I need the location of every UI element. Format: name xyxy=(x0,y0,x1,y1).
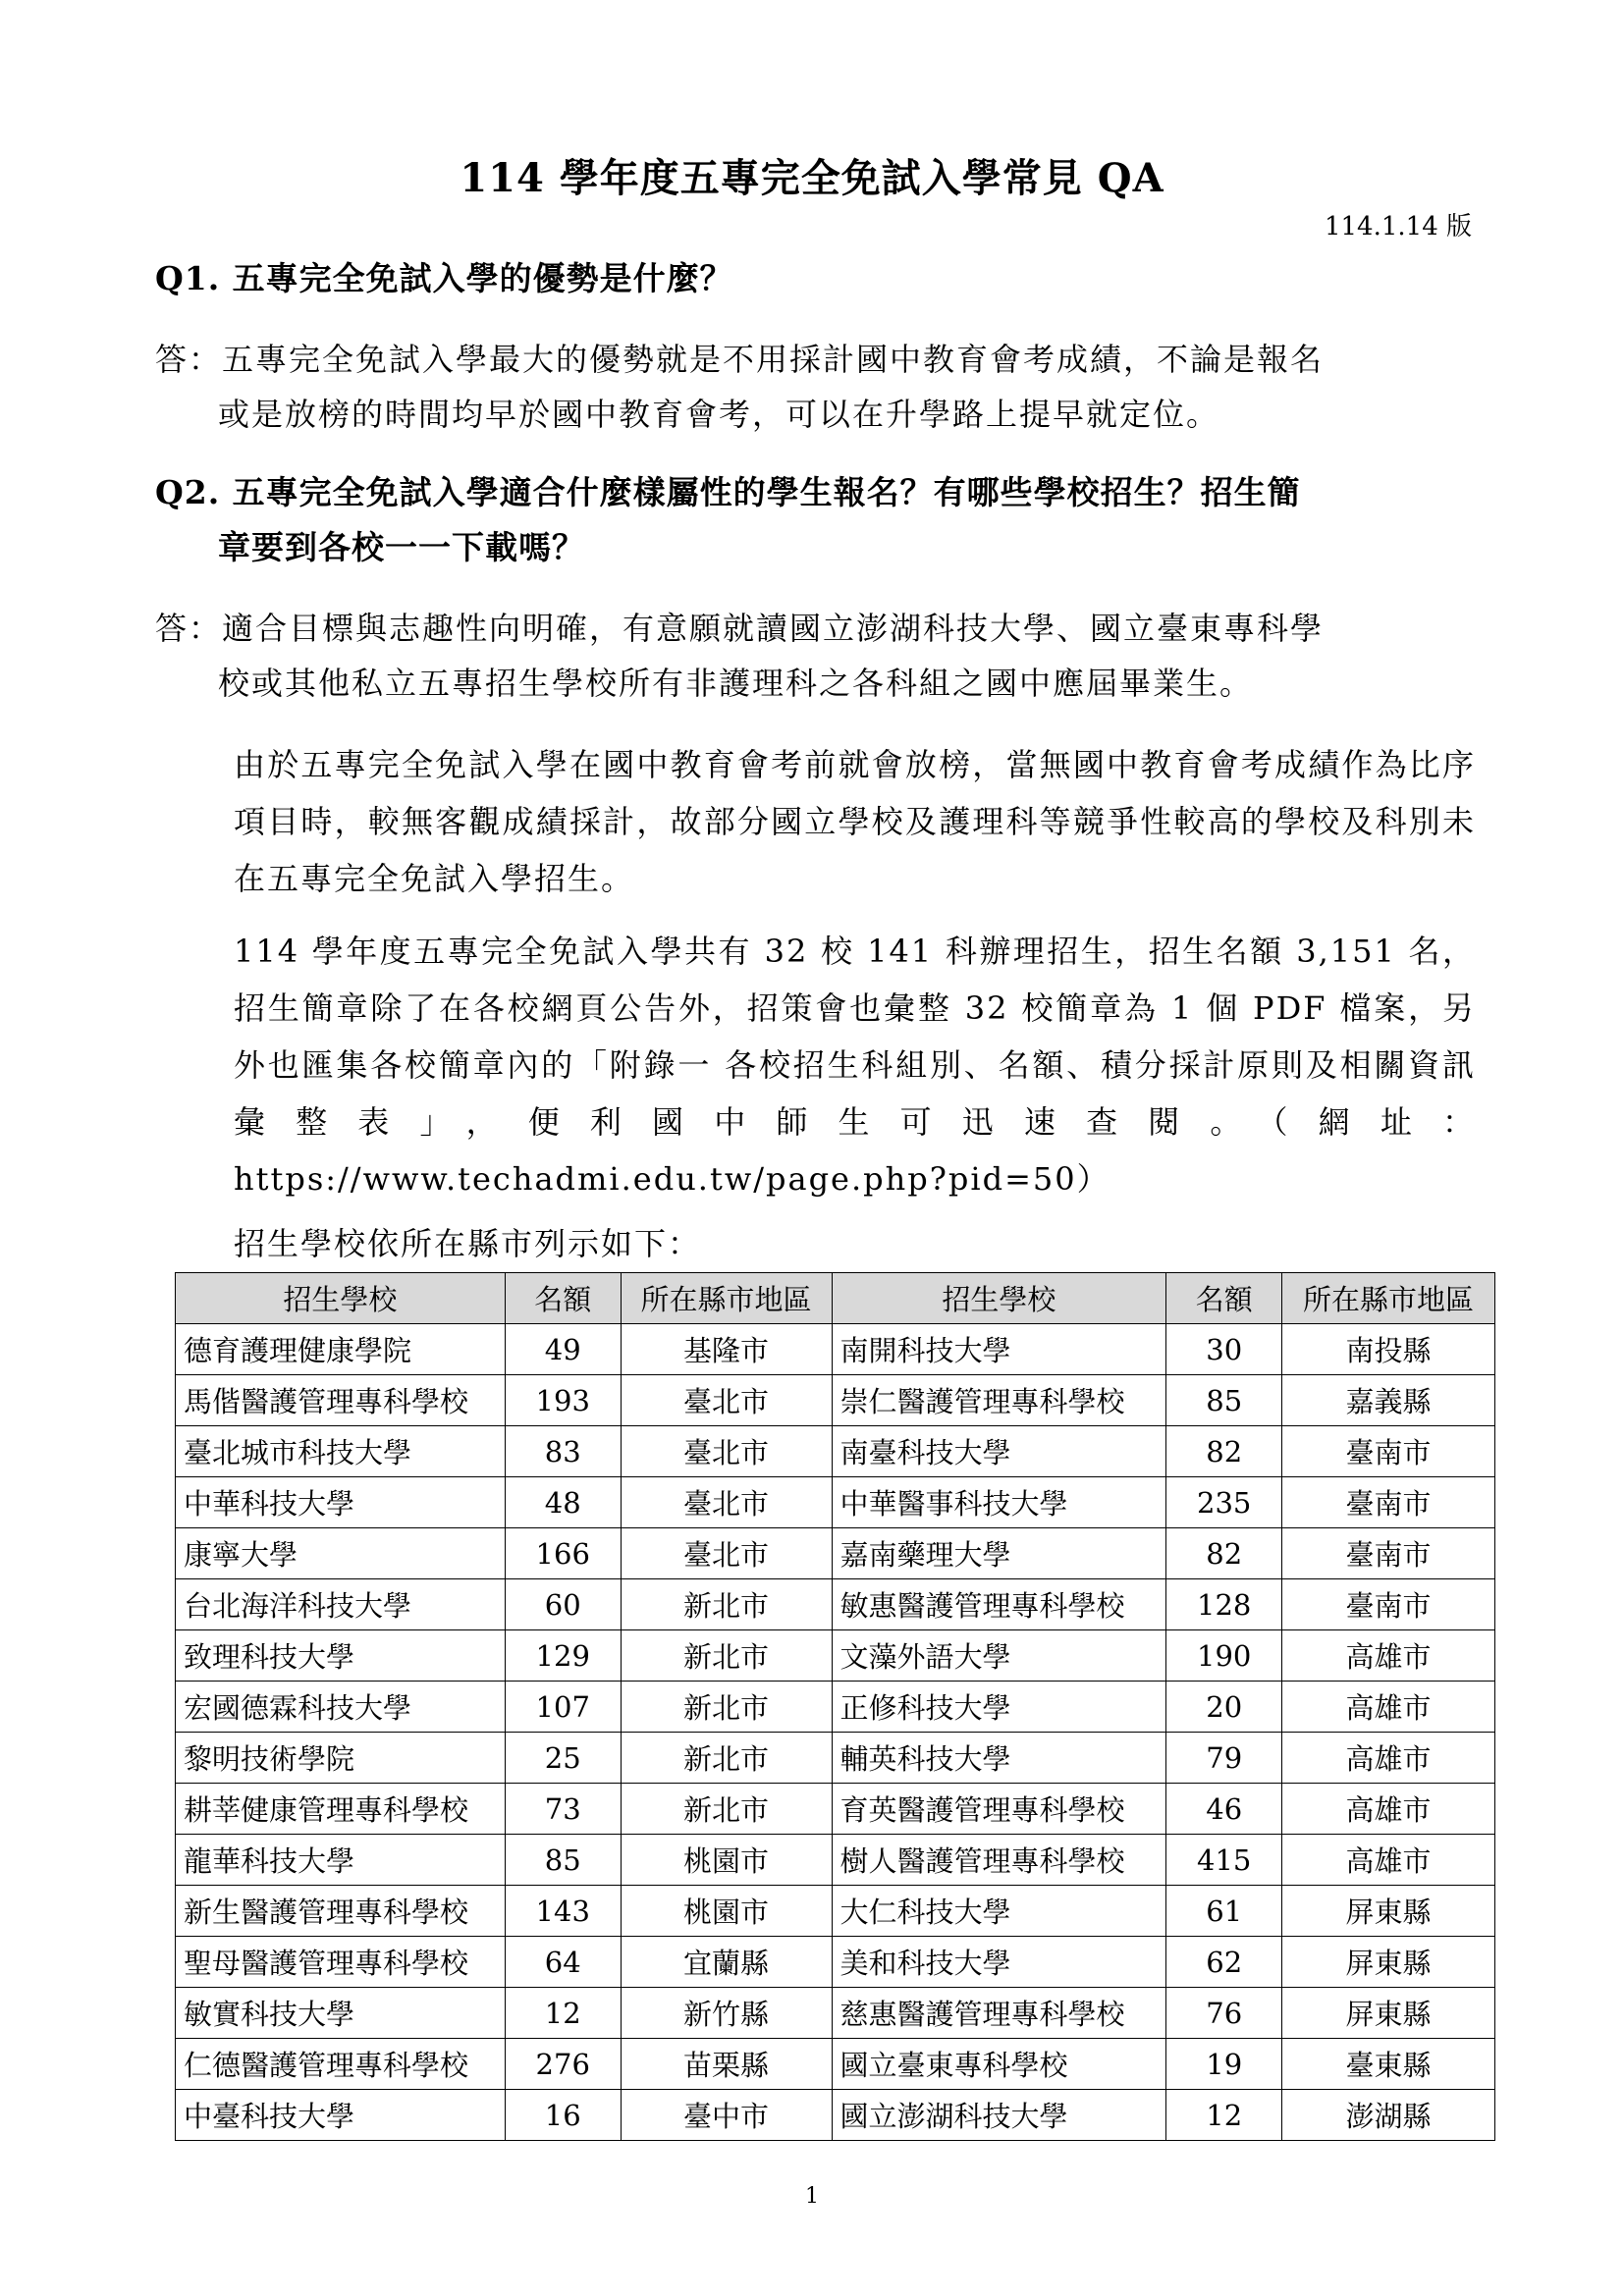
quota-cell: 85 xyxy=(505,1835,621,1886)
table-row xyxy=(176,2039,1495,2090)
school-cell: 仁德醫護管理專科學校 xyxy=(176,2039,506,2090)
quota-cell: 82 xyxy=(1166,1528,1282,1579)
region-cell: 宜蘭縣 xyxy=(621,1937,832,1988)
table-row xyxy=(176,1835,1495,1886)
school-cell: 宏國德霖科技大學 xyxy=(176,1682,506,1733)
answer-1 xyxy=(155,332,1476,442)
school-cell: 中華醫事科技大學 xyxy=(832,1477,1166,1528)
quota-cell: 85 xyxy=(1166,1375,1282,1426)
school-cell: 聖母醫護管理專科學校 xyxy=(176,1937,506,1988)
answer-2-line-2: 校或其他私立五專招生學校所有非護理科之各科組之國中應屆畢業生。 xyxy=(218,665,1254,702)
region-cell: 嘉義縣 xyxy=(1282,1375,1495,1426)
region-cell: 臺南市 xyxy=(1282,1477,1495,1528)
region-cell: 臺北市 xyxy=(621,1528,832,1579)
quota-cell: 16 xyxy=(505,2090,621,2141)
region-cell: 桃園市 xyxy=(621,1835,832,1886)
school-cell: 慈惠醫護管理專科學校 xyxy=(832,1988,1166,2039)
answer-2-paragraph-2: 114 學年度五專完全免試入學共有 32 校 141 科辦理招生，招生名額 3,151 名，招生簡章除了在各校網頁公告外，招策會也彙整 32 校簡章為 1 個 PDF 檔案，另外也匯集各校簡章內的「附錄一 各校招生科組別、名額、積分採計原則及相關資訊彙整表」，便利國中師生可迅速查閱。（網址：https://www.techadmi.edu.tw/page.php?pid=50） xyxy=(234,933,1476,1198)
header-school: 招生學校 xyxy=(176,1273,506,1324)
header-quota: 名額 xyxy=(1166,1273,1282,1324)
header-school: 招生學校 xyxy=(832,1273,1166,1324)
question-2 xyxy=(155,465,1476,575)
question-2-line-1: Q2. 五專完全免試入學適合什麼樣屬性的學生報名？有哪些學校招生？招生簡 xyxy=(155,473,1301,511)
region-cell: 基隆市 xyxy=(621,1324,832,1375)
region-cell: 新北市 xyxy=(621,1579,832,1630)
quota-cell: 19 xyxy=(1166,2039,1282,2090)
school-cell: 樹人醫護管理專科學校 xyxy=(832,1835,1166,1886)
school-cell: 馬偕醫護管理專科學校 xyxy=(176,1375,506,1426)
answer-2-line-1: 答：適合目標與志趣性向明確，有意願就讀國立澎湖科技大學、國立臺東專科學 xyxy=(155,610,1325,647)
region-cell: 臺北市 xyxy=(621,1426,832,1477)
table-row xyxy=(176,1988,1495,2039)
table-row xyxy=(176,1579,1495,1630)
table-body xyxy=(176,1324,1495,2141)
quota-cell: 25 xyxy=(505,1733,621,1784)
quota-cell: 49 xyxy=(505,1324,621,1375)
quota-cell: 129 xyxy=(505,1630,621,1682)
region-cell: 臺南市 xyxy=(1282,1528,1495,1579)
quota-cell: 48 xyxy=(505,1477,621,1528)
quota-cell: 107 xyxy=(505,1682,621,1733)
table-row xyxy=(176,1375,1495,1426)
question-1: Q1. 五專完全免試入學的優勢是什麼？ xyxy=(155,259,733,297)
school-cell: 嘉南藥理大學 xyxy=(832,1528,1166,1579)
table-header-row xyxy=(176,1273,1495,1324)
region-cell: 臺北市 xyxy=(621,1375,832,1426)
quota-cell: 235 xyxy=(1166,1477,1282,1528)
header-quota: 名額 xyxy=(505,1273,621,1324)
quota-cell: 76 xyxy=(1166,1988,1282,2039)
school-cell: 龍華科技大學 xyxy=(176,1835,506,1886)
table-row xyxy=(176,2090,1495,2141)
table-row xyxy=(176,1630,1495,1682)
quota-cell: 12 xyxy=(1166,2090,1282,2141)
quota-cell: 64 xyxy=(505,1937,621,1988)
school-cell: 德育護理健康學院 xyxy=(176,1324,506,1375)
school-cell: 正修科技大學 xyxy=(832,1682,1166,1733)
region-cell: 臺中市 xyxy=(621,2090,832,2141)
quota-cell: 60 xyxy=(505,1579,621,1630)
table-row xyxy=(176,1682,1495,1733)
school-cell: 台北海洋科技大學 xyxy=(176,1579,506,1630)
table-row xyxy=(176,1886,1495,1937)
school-cell: 南臺科技大學 xyxy=(832,1426,1166,1477)
school-cell: 中臺科技大學 xyxy=(176,2090,506,2141)
region-cell: 新北市 xyxy=(621,1630,832,1682)
school-cell: 敏實科技大學 xyxy=(176,1988,506,2039)
school-cell: 臺北城市科技大學 xyxy=(176,1426,506,1477)
answer-1-line-2: 或是放榜的時間均早於國中教育會考，可以在升學路上提早就定位。 xyxy=(218,396,1220,433)
school-cell: 中華科技大學 xyxy=(176,1477,506,1528)
school-cell: 國立澎湖科技大學 xyxy=(832,2090,1166,2141)
school-cell: 輔英科技大學 xyxy=(832,1733,1166,1784)
school-cell: 美和科技大學 xyxy=(832,1937,1166,1988)
quota-cell: 128 xyxy=(1166,1579,1282,1630)
region-cell: 臺北市 xyxy=(621,1477,832,1528)
region-cell: 苗栗縣 xyxy=(621,2039,832,2090)
schools-table xyxy=(175,1272,1495,2141)
region-cell: 南投縣 xyxy=(1282,1324,1495,1375)
quota-cell: 20 xyxy=(1166,1682,1282,1733)
quota-cell: 30 xyxy=(1166,1324,1282,1375)
quota-cell: 415 xyxy=(1166,1835,1282,1886)
region-cell: 高雄市 xyxy=(1282,1630,1495,1682)
header-region: 所在縣市地區 xyxy=(1282,1273,1495,1324)
page-number: 1 xyxy=(805,2184,819,2209)
table-intro: 招生學校依所在縣市列示如下： xyxy=(234,1225,702,1262)
answer-1-line-1: 答：五專完全免試入學最大的優勢就是不用採計國中教育會考成績，不論是報名 xyxy=(155,341,1325,378)
quota-cell: 61 xyxy=(1166,1886,1282,1937)
quota-cell: 190 xyxy=(1166,1630,1282,1682)
region-cell: 新北市 xyxy=(621,1682,832,1733)
region-cell: 高雄市 xyxy=(1282,1784,1495,1835)
question-2-line-2: 章要到各校一一下載嗎？ xyxy=(218,528,585,566)
region-cell: 臺南市 xyxy=(1282,1579,1495,1630)
region-cell: 臺南市 xyxy=(1282,1426,1495,1477)
school-cell: 育英醫護管理專科學校 xyxy=(832,1784,1166,1835)
region-cell: 桃園市 xyxy=(621,1886,832,1937)
school-cell: 黎明技術學院 xyxy=(176,1733,506,1784)
region-cell: 新北市 xyxy=(621,1733,832,1784)
region-cell: 澎湖縣 xyxy=(1282,2090,1495,2141)
quota-cell: 46 xyxy=(1166,1784,1282,1835)
quota-cell: 193 xyxy=(505,1375,621,1426)
region-cell: 臺東縣 xyxy=(1282,2039,1495,2090)
region-cell: 新北市 xyxy=(621,1784,832,1835)
version-label: 114.1.14 版 xyxy=(1324,212,1472,241)
quota-cell: 166 xyxy=(505,1528,621,1579)
quota-cell: 143 xyxy=(505,1886,621,1937)
quota-cell: 82 xyxy=(1166,1426,1282,1477)
quota-cell: 62 xyxy=(1166,1937,1282,1988)
school-cell: 文藻外語大學 xyxy=(832,1630,1166,1682)
region-cell: 高雄市 xyxy=(1282,1733,1495,1784)
quota-cell: 276 xyxy=(505,2039,621,2090)
header-region: 所在縣市地區 xyxy=(621,1273,832,1324)
region-cell: 屏東縣 xyxy=(1282,1937,1495,1988)
school-cell: 康寧大學 xyxy=(176,1528,506,1579)
region-cell: 高雄市 xyxy=(1282,1682,1495,1733)
school-cell: 新生醫護管理專科學校 xyxy=(176,1886,506,1937)
region-cell: 屏東縣 xyxy=(1282,1886,1495,1937)
table-row xyxy=(176,1733,1495,1784)
region-cell: 屏東縣 xyxy=(1282,1988,1495,2039)
school-cell: 大仁科技大學 xyxy=(832,1886,1166,1937)
table-row xyxy=(176,1937,1495,1988)
school-cell: 耕莘健康管理專科學校 xyxy=(176,1784,506,1835)
answer-2 xyxy=(155,601,1476,711)
document-title: 114 學年度五專完全免試入學常見 QA xyxy=(460,155,1164,201)
table-row xyxy=(176,1784,1495,1835)
region-cell: 高雄市 xyxy=(1282,1835,1495,1886)
table-row xyxy=(176,1426,1495,1477)
table-row xyxy=(176,1477,1495,1528)
school-cell: 崇仁醫護管理專科學校 xyxy=(832,1375,1166,1426)
school-cell: 敏惠醫護管理專科學校 xyxy=(832,1579,1166,1630)
quota-cell: 79 xyxy=(1166,1733,1282,1784)
region-cell: 新竹縣 xyxy=(621,1988,832,2039)
quota-cell: 73 xyxy=(505,1784,621,1835)
school-cell: 致理科技大學 xyxy=(176,1630,506,1682)
quota-cell: 83 xyxy=(505,1426,621,1477)
table-row xyxy=(176,1324,1495,1375)
quota-cell: 12 xyxy=(505,1988,621,2039)
school-cell: 南開科技大學 xyxy=(832,1324,1166,1375)
schools-table-wrapper xyxy=(175,1272,1495,2141)
answer-2-paragraph-1: 由於五專完全免試入學在國中教育會考前就會放榜，當無國中教育會考成績作為比序項目時，較無客觀成績採計，故部分國立學校及護理科等競爭性較高的學校及科別未在五專完全免試入學招生。 xyxy=(234,746,1476,897)
table-row xyxy=(176,1528,1495,1579)
school-cell: 國立臺東專科學校 xyxy=(832,2039,1166,2090)
